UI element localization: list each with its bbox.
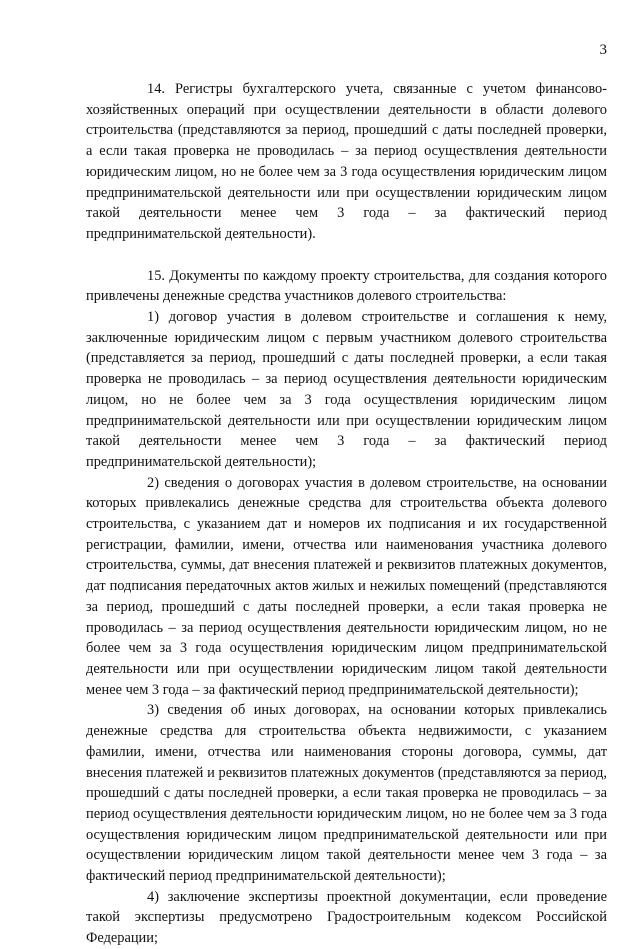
item-15-intro-paragraph: 15. Документы по каждому проекту строительства, для создания которого привлечены денежные средства участников долевого строительства: [86,267,607,305]
paragraph-spacer [86,245,607,266]
item-15-subitem-3: 3) сведения об иных договорах, на основании которых привлекались денежные средства для строительства объекта недвижимости, с указанием фамилии, имени, отчества или наименования стороны договора, суммы, дат внесения платежей и реквизитов платежных документов (представляются за период, прошедший с даты последней проверки, а если такая проверка не проводилась – за период осуществления деятельности юридическим лицом, но не более чем за 3 года осуществления юридическим лицом предпринимательской деятельности или при осуществлении юридическим лицом такой деятельности менее чем 3 года – за фактический период предпринимательской деятельности); [86,702,607,885]
item-15-subitem-4: 4) заключение экспертизы проектной документации, если проведение такой экспертизы предусмотрено Градостроительным кодексом Российской Федерации; [86,888,607,947]
item-15-subitem-2: 2) сведения о договорах участия в долевом строительстве, на основании которых привлекались денежные средства для строительства объекта долевого строительства, с указанием дат и номеров их подписания и их государственной регистрации, фамилии, имени, отчества или наименования участника долевого строительства, суммы, дат внесения платежей и реквизитов платежных документов, дат подписания передаточных актов жилых и нежилых помещений (представляются за период, прошедший с даты последней проверки, а если такая проверка не проводилась – за период осуществления деятельности юридическим лицом, но не более чем за 3 года осуществления юридическим лицом предпринимательской деятельности или при осуществлении юридическим лицом такой деятельности менее чем 3 года – за фактический период предпринимательской деятельности); [86,474,607,698]
item-15-subitem-1: 1) договор участия в долевом строительстве и соглашения к нему, заключенные юридическим лицом с первым участником долевого строительства (представляется за период, прошедший с даты последней проверки, а если такая проверка не проводилась – за период осуществления деятельности юридическим лицом, но не более чем за 3 года осуществления юридическим лицом предпринимательской деятельности или при осуществлении юридическим лицом такой деятельности менее чем 3 года – за фактический период предпринимательской деятельности); [86,309,607,470]
document-body [86,79,607,949]
page-number: 3 [599,42,607,58]
item-14-paragraph: 14. Регистры бухгалтерского учета, связанные с учетом финансово-хозяйственных операций при осуществлении деятельности в области долевого строительства (представляются за период, прошедший с даты последней проверки, а если такая проверка не проводилась – за период осуществления деятельности юридическим лицом, но не более чем за 3 года осуществления юридическим лицом предпринимательской деятельности или при осуществлении юридическим лицом такой деятельности менее чем 3 года – за фактический период предпринимательской деятельности). [86,81,607,242]
